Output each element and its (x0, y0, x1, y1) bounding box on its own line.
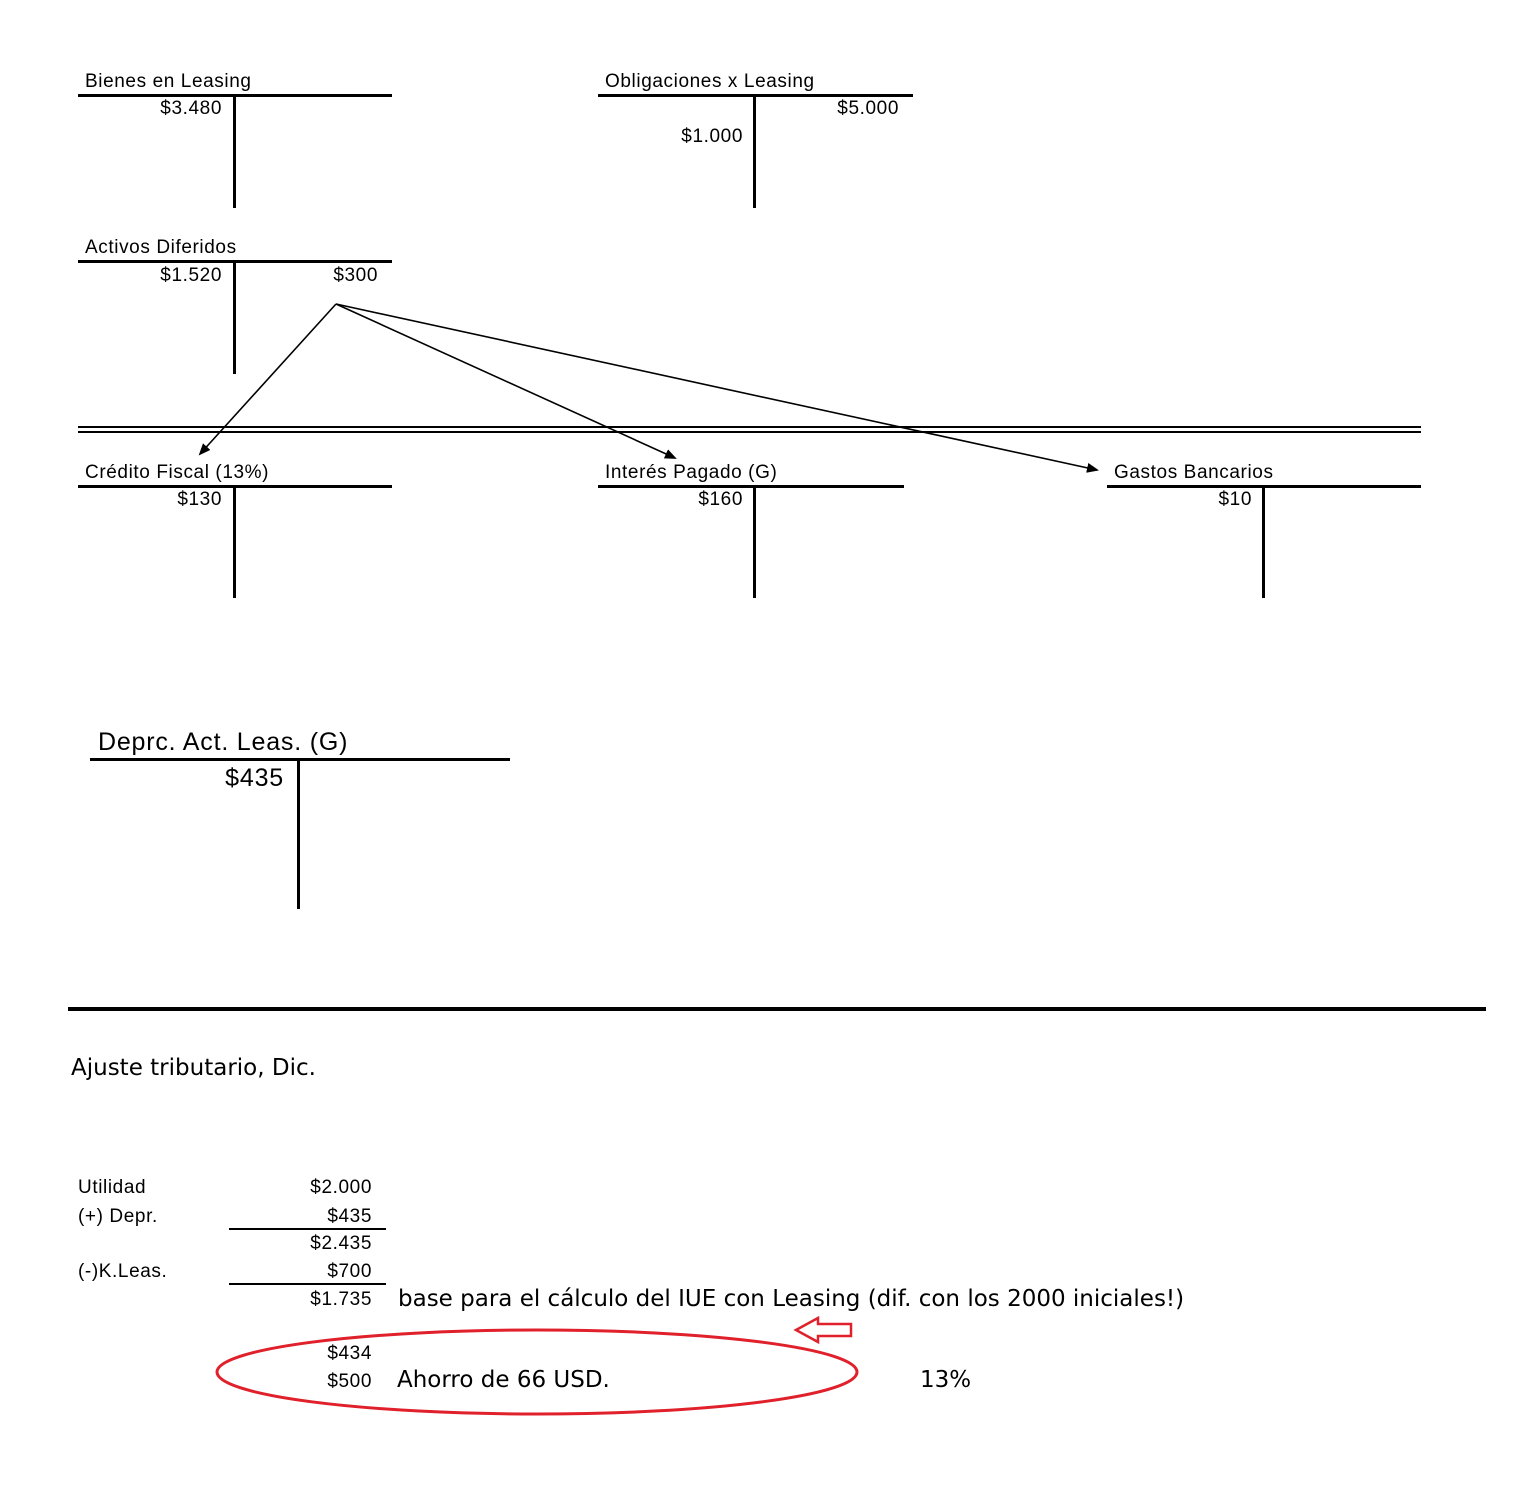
arrow-to-interes (336, 304, 675, 458)
credit-amount-obligaciones: $5.000 (837, 98, 899, 119)
arrow-to-gastos (336, 304, 1097, 470)
calc-row-label: (+) Depr. (78, 1206, 158, 1227)
account-title-interes: Interés Pagado (G) (605, 462, 778, 483)
debit-amount-interes: $160 (698, 489, 743, 510)
account-title-credito: Crédito Fiscal (13%) (85, 462, 270, 483)
calc-row-label: Utilidad (78, 1177, 147, 1198)
debit-amount-gastos: $10 (1218, 489, 1252, 510)
account-title-bienes: Bienes en Leasing (85, 71, 252, 92)
tax-initial: $500 (327, 1371, 372, 1392)
tax-with-leasing: $434 (327, 1343, 372, 1364)
calc-row-value: $700 (327, 1261, 372, 1282)
debit-amount-deprc: $435 (225, 764, 284, 792)
ahorro-note: Ahorro de 66 USD. (397, 1367, 610, 1393)
section-title: Ajuste tributario, Dic. (71, 1055, 316, 1081)
account-title-deprc: Deprc. Act. Leas. (G) (98, 728, 349, 756)
calc-row-value: $1.735 (310, 1289, 372, 1310)
rate-note: 13% (920, 1367, 972, 1393)
highlight-ellipse (217, 1330, 857, 1414)
calc-row-value: $2.435 (310, 1233, 372, 1254)
debit-amount-bienes: $3.480 (160, 98, 222, 119)
credit-amount-activos: $300 (333, 265, 378, 286)
account-title-gastos: Gastos Bancarios (1114, 462, 1274, 483)
arrow-to-credito (200, 304, 336, 454)
left-arrow-outline-icon (796, 1318, 851, 1342)
base-note: base para el cálculo del IUE con Leasing (dif. con los 2000 iniciales!) (398, 1286, 1185, 1312)
debit-amount-obligaciones: $1.000 (681, 126, 743, 147)
calc-row-value: $2.000 (310, 1177, 372, 1198)
account-title-activos: Activos Diferidos (85, 237, 237, 258)
debit-amount-credito: $130 (177, 489, 222, 510)
calc-row-label: (-)K.Leas. (78, 1261, 168, 1282)
debit-amount-activos: $1.520 (160, 265, 222, 286)
account-title-obligaciones: Obligaciones x Leasing (605, 71, 815, 92)
calc-row-value: $435 (327, 1206, 372, 1227)
